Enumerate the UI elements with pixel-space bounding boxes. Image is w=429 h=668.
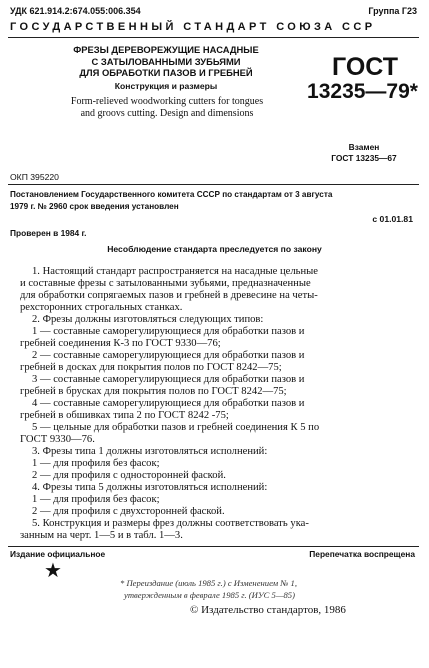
okp-code: ОКП 395220 — [10, 172, 59, 182]
reissue-note-approval: утвержденным в феврале 1985 г. (ИУС 5—85) — [124, 590, 295, 600]
body-line: 2 — составные саморегулирующиеся для обработки пазов и — [32, 350, 305, 361]
udk-code: УДК 621.914.2:674.055:006.354 — [10, 6, 141, 16]
russian-subtitle: Конструкция и размеры — [114, 81, 218, 91]
footer-rule — [8, 546, 419, 547]
decree-line-2: 1979 г. № 2960 срок введения установлен — [10, 202, 179, 211]
star-icon: ★ — [44, 560, 62, 582]
replace-label: Взамен — [348, 142, 380, 152]
body-line: рехсторонних строгальных станках. — [20, 302, 183, 313]
body-line: 1 — для профиля без фасок; — [32, 458, 160, 469]
russian-title — [60, 44, 272, 79]
gost-number: 13235—79* — [307, 80, 418, 103]
body-line: гребней соединения К-3 по ГОСТ 9330—76; — [20, 338, 221, 349]
effective-date: с 01.01.81 — [372, 214, 413, 224]
decree-line-1: Постановлением Государственного комитета СССР по стандартам от 3 августа — [10, 190, 333, 199]
body-line: занным на черт. 1—5 и в табл. 1—3. — [20, 530, 183, 541]
body-line: 5. Конструкция и размеры фрез должны соответствовать ука- — [32, 518, 309, 529]
banner-rule — [8, 37, 419, 38]
body-line: 1. Настоящий стандарт распространяется на насадные цельные — [32, 266, 318, 277]
reissue-note: * Переиздание (июль 1985 г.) с Изменением № 1, — [120, 578, 297, 588]
gost-label: ГОСТ — [332, 53, 398, 81]
body-line: для обработки сопрягаемых пазов и гребней в древесине на четы- — [20, 290, 318, 301]
body-line: ГОСТ 9330—76. — [20, 434, 95, 445]
replace-value: ГОСТ 13235—67 — [331, 153, 397, 163]
russian-title-line: С ЗАТЫЛОВАННЫМИ ЗУБЬЯМИ — [91, 55, 241, 67]
body-line: 1 — составные саморегулирующиеся для обработки пазов и — [32, 326, 305, 337]
no-reprint-notice: Перепечатка воспрещена — [309, 549, 415, 559]
english-title-line: and groovs cutting. Design and dimensions — [80, 108, 254, 119]
body-line: и составные фрезы с затылованными зубьями, предназначенные — [20, 278, 311, 289]
body-line: 3 — составные саморегулирующиеся для обработки пазов и — [32, 374, 305, 385]
copyright: © Издательство стандартов, 1986 — [190, 604, 346, 616]
standard-banner: ГОСУДАРСТВЕННЫЙ СТАНДАРТ СОЮЗА ССР — [10, 21, 376, 33]
body-line: 1 — для профиля без фасок; — [32, 494, 160, 505]
body-line: 5 — цельные для обработки пазов и гребней соединения К 5 по — [32, 422, 320, 433]
body-line: 2 — для профиля с односторонней фаской. — [32, 470, 226, 481]
russian-title-line: ФРЕЗЫ ДЕРЕВОРЕЖУЩИЕ НАСАДНЫЕ — [73, 44, 259, 55]
russian-title-line: ДЛЯ ОБРАБОТКИ ПАЗОВ И ГРЕБНЕЙ — [79, 67, 253, 78]
body-line: 2 — для профиля с двухсторонней фаской. — [32, 506, 225, 517]
official-edition: Издание официальное — [10, 549, 106, 559]
body-line: 3. Фрезы типа 1 должны изготовляться исполнений: — [32, 446, 268, 457]
body-line: гребней в брусках для покрытия полов по ГОСТ 8242—75; — [20, 386, 287, 397]
english-title — [38, 96, 296, 120]
checked-year: Проверен в 1984 г. — [10, 228, 87, 238]
english-title-line: Form-relieved woodworking cutters for tongues — [70, 96, 264, 107]
body-line: 4. Фрезы типа 5 должны изготовляться исполнений: — [32, 482, 268, 493]
legal-warning: Несоблюдение стандарта преследуется по закону — [107, 244, 322, 254]
body-line: 4 — составные саморегулирующиеся для обработки пазов и — [32, 398, 305, 409]
body-line: гребней в обшивках типа 2 по ГОСТ 8242 -75; — [20, 410, 229, 421]
body-line: 2. Фрезы должны изготовляться следующих типов: — [32, 314, 264, 325]
okp-rule — [8, 184, 419, 185]
group-code: Группа Г23 — [368, 6, 417, 16]
body-line: гребней в досках для покрытия полов по ГОСТ 8242—75; — [20, 362, 282, 373]
